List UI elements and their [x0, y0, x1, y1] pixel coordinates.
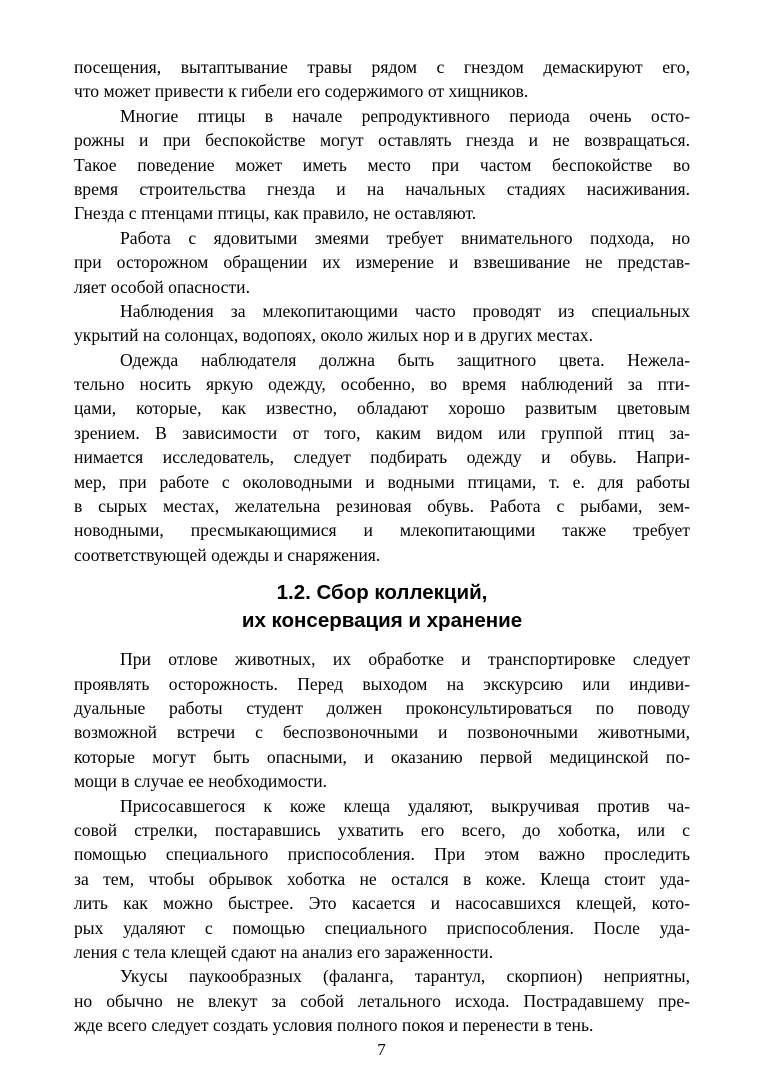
- text-line: тельно носить яркую одежду, особенно, во время наблюдений за пти-: [74, 374, 690, 395]
- text-line: при осторожном обращении их измерение и взвешивание не представ-: [74, 252, 690, 273]
- text-line: совой стрелки, постаравшись ухватить его всего, до хоботка, или с: [74, 819, 690, 840]
- paragraph-2: [74, 104, 690, 226]
- text-line: Одежда наблюдателя должна быть защитного цвета. Нежела-: [120, 349, 690, 370]
- paragraph-5: [74, 348, 690, 568]
- text-line: помощью специального приспособления. При этом важно проследить: [74, 844, 690, 865]
- text-line: которые могут быть опасными, и оказанию первой медицинской по-: [74, 746, 690, 767]
- page-body: [74, 55, 690, 1037]
- text-line: ляет особой опасности.: [74, 276, 250, 297]
- text-line: время строительства гнезда и на начальных стадиях насиживания.: [74, 178, 690, 199]
- text-line: Работа с ядовитыми змеями требует внимательного подхода, но: [120, 227, 690, 248]
- text-line: что может привести к гибели его содержимого от хищников.: [74, 81, 529, 102]
- paragraph-7: [74, 794, 690, 965]
- text-line: ления с тела клещей сдают на анализ его зараженности.: [74, 941, 494, 962]
- section-heading-line-2: их консервация и хранение: [241, 609, 523, 633]
- text-line: При отлове животных, их обработке и транспортировке следует: [120, 649, 690, 670]
- text-line: мер, при работе с околоводными и водными птицами, т. е. для работы: [74, 471, 690, 492]
- text-line: мощи в случае ее необходимости.: [74, 771, 328, 792]
- paragraph-4: [74, 299, 690, 348]
- paragraph-6: [74, 647, 690, 793]
- text-line: Наблюдения за млекопитающими часто проводят из специальных: [120, 300, 690, 321]
- text-line: укрытий на солонцах, водопоях, около жилых нор и в других местах.: [74, 325, 593, 346]
- section-heading: [74, 579, 690, 635]
- paragraph-1: [74, 55, 690, 104]
- text-line: Гнезда с птенцами птицы, как правило, не оставляют.: [74, 203, 477, 224]
- paragraph-8: [74, 964, 690, 1037]
- text-line: рых удаляют с помощью специального приспособления. После уда-: [74, 917, 690, 938]
- text-line: дуальные работы студент должен проконсультироваться по поводу: [74, 697, 690, 718]
- text-line: за тем, чтобы обрывок хоботка не остался в коже. Клеща стоит уда-: [74, 868, 690, 889]
- page-number: 7: [377, 1040, 386, 1059]
- text-line: Укусы паукообразных (фаланга, тарантул, скорпион) неприятны,: [120, 966, 690, 987]
- text-line: Такое поведение может иметь место при частом беспокойстве во: [74, 154, 690, 175]
- paragraph-3: [74, 226, 690, 299]
- text-line: но обычно не влекут за собой летального исхода. Пострадавшему пре-: [74, 990, 690, 1011]
- text-line: цами, которые, как известно, обладают хорошо развитым цветовым: [74, 398, 690, 419]
- section-heading-line-1: 1.2. Сбор коллекций,: [276, 581, 488, 605]
- text-line: Присосавшегося к коже клеща удаляют, выкручивая против ча-: [120, 795, 690, 816]
- text-line: проявлять осторожность. Перед выходом на экскурсию или индиви-: [74, 673, 690, 694]
- text-line: зрением. В зависимости от того, каким видом или группой птиц за-: [74, 422, 690, 443]
- text-line: рожны и при беспокойстве могут оставлять гнезда и не возвращаться.: [74, 130, 690, 151]
- text-line: в сырых местах, желательна резиновая обувь. Работа с рыбами, зем-: [74, 496, 690, 517]
- text-line: посещения, вытаптывание травы рядом с гнездом демаскируют его,: [74, 57, 690, 77]
- text-line: жде всего следует создать условия полного покоя и перенести в тень.: [74, 1015, 594, 1036]
- text-line: соответствующей одежды и снаряжения.: [74, 544, 381, 565]
- text-line: Многие птицы в начале репродуктивного периода очень осто-: [120, 105, 690, 126]
- text-line: лить как можно быстрее. Это касается и насосавшихся клещей, кото-: [74, 893, 690, 914]
- text-line: новодными, пресмыкающимися и млекопитающими также требует: [74, 520, 690, 541]
- text-line: нимается исследователь, следует подбирать одежду и обувь. Напри-: [74, 447, 690, 468]
- text-line: возможной встречи с беспозвоночными и позвоночными животными,: [74, 722, 690, 743]
